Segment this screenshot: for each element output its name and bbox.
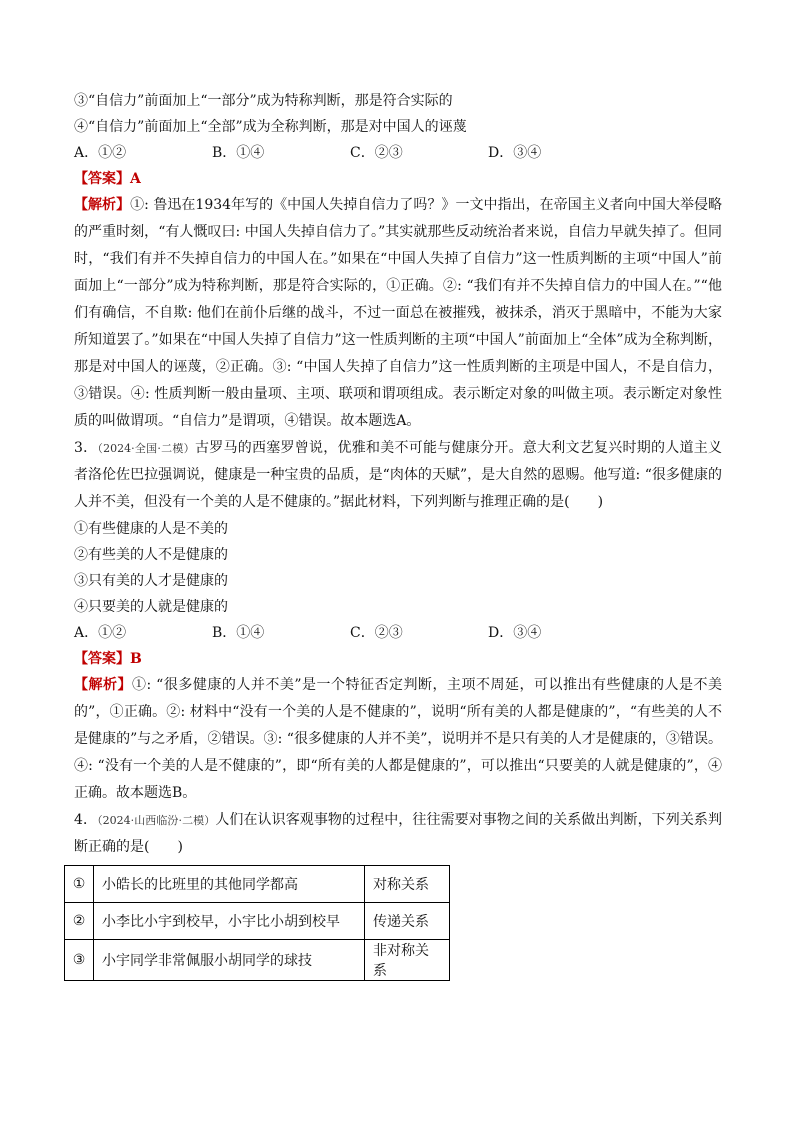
question-number: 4． (74, 812, 98, 828)
q2-statement-4: ④“自信力”前面加上“全部”成为全称判断，那是对中国人的诬蔑 (74, 119, 467, 135)
q3-statement-1: ①有些健康的人是不美的 (74, 521, 228, 537)
question-source: （2024·全国·二模） (97, 442, 195, 455)
q2-answer (74, 166, 722, 192)
q3-statement-2: ②有些美的人不是健康的 (74, 547, 228, 563)
q2-analysis (74, 192, 722, 435)
question-text: 人们在认识客观事物的过程中，往往需要对事物之间的关系做出判断，下列关系判断正确的是( ) (74, 812, 722, 855)
q2-options (74, 140, 722, 166)
analysis-text: ①: “很多健康的人并不美”是一个特征否定判断，主项不周延，可以推出有些健康的人是不美的”，①正确。②: 材料中“没有一个美的人是不健康的”，说明“所有美的人都是健康的”，“有些美的人不是健康的”与之矛盾，②错误。③: “很多健康的人并不美”，说明并不是只有美的人才是健康的，③错误。④: “没有一个美的人是不健康的”，即“所有美的人都是健康的”，可以推出“只要美的人就是健康的”，④正确。故本题选B。 (74, 677, 723, 801)
table-cell-relation: 非对称关系 (365, 940, 450, 981)
q2-option-b: B．①④ (212, 145, 265, 161)
table-cell-number: ① (65, 866, 94, 903)
q3-option-a: A．①② (74, 625, 127, 641)
q3-stem (74, 435, 722, 516)
q3-option-c: C．②③ (350, 625, 403, 641)
q3-statement-4: ④只要美的人就是健康的 (74, 599, 228, 615)
analysis-label: 【解析】 (74, 197, 131, 213)
answer-label: 【答案】 (74, 171, 130, 187)
table-cell-relation: 对称关系 (365, 866, 450, 903)
document-page (74, 88, 722, 981)
table-row (65, 866, 450, 903)
table-cell-statement: 小李比小宇到校早，小宇比小胡到校早 (94, 903, 365, 940)
question-source: （2024·山西临汾·二模） (97, 814, 216, 827)
answer-label: 【答案】 (74, 651, 130, 667)
table-cell-number: ③ (65, 940, 94, 981)
table-cell-number: ② (65, 903, 94, 940)
table-cell-statement: 小皓长的比班里的其他同学都高 (94, 866, 365, 903)
q3-statement-3: ③只有美的人才是健康的 (74, 573, 228, 589)
q3-options (74, 620, 722, 646)
analysis-label: 【解析】 (74, 677, 133, 693)
q3-option-d: D．③④ (488, 625, 542, 641)
table-cell-relation: 传递关系 (365, 903, 450, 940)
q3-answer (74, 646, 722, 672)
answer-value: A (130, 171, 141, 187)
table-row (65, 903, 450, 940)
q3-option-b: B．①④ (212, 625, 265, 641)
q3-analysis (74, 672, 722, 807)
q2-option-a: A．①② (74, 145, 127, 161)
relation-table (64, 865, 450, 981)
analysis-text: ①: 鲁迅在1934年写的《中国人失掉自信力了吗？》一文中指出，在帝国主义者向中国大举侵略的严重时刻，“有人慨叹曰: 中国人失掉自信力了。”其实就那些反动统治者来说，自信力早就失掉了。但同时，“我们有并不失掉自信力的中国人在。”如果在“中国人失掉了自信力”这一性质判断的主项“中国人”前面加上“一部分”成为特称判断，那是符合实际的，①正确。②: “我们有并不失掉自信力的中国人在。”“他们有确信，不自欺: 他们在前仆后继的战斗，不过一面总在被摧残，被抹杀，消灭于黑暗中，不能为大家所知道罢了。”如果在“中国人失掉了自信力”这一性质判断的主项“中国人”前面加上“全体”成为全称判断，那是对中国人的诬蔑，②正确。③: “中国人失掉了自信力”这一性质判断的主项是中国人，不是自信力，③错误。④: 性质判断一般由量项、主项、联项和谓项组成。表示断定对象的叫做主项。表示断定对象性质的叫做谓项。“自信力”是谓项，④错误。故本题选A。 (74, 197, 722, 429)
q2-statement-3: ③“自信力”前面加上“一部分”成为特称判断，那是符合实际的 (74, 93, 453, 109)
question-number: 3． (74, 440, 98, 456)
q4-stem (74, 807, 722, 861)
table-row (65, 940, 450, 981)
q2-option-c: C．②③ (350, 145, 403, 161)
q2-option-d: D．③④ (488, 145, 542, 161)
answer-value: B (130, 651, 142, 667)
question-text: 古罗马的西塞罗曾说，优雅和美不可能与健康分开。意大利文艺复兴时期的人道主义者洛伦佐巴拉强调说，健康是一种宝贵的品质，是“肉体的天赋”，是大自然的恩赐。他写道: “很多健康的人并不美，但没有一个美的人是不健康的。”据此材料，下列判断与推理正确的是( ) (74, 440, 722, 510)
table-cell-statement: 小宇同学非常佩服小胡同学的球技 (94, 940, 365, 981)
